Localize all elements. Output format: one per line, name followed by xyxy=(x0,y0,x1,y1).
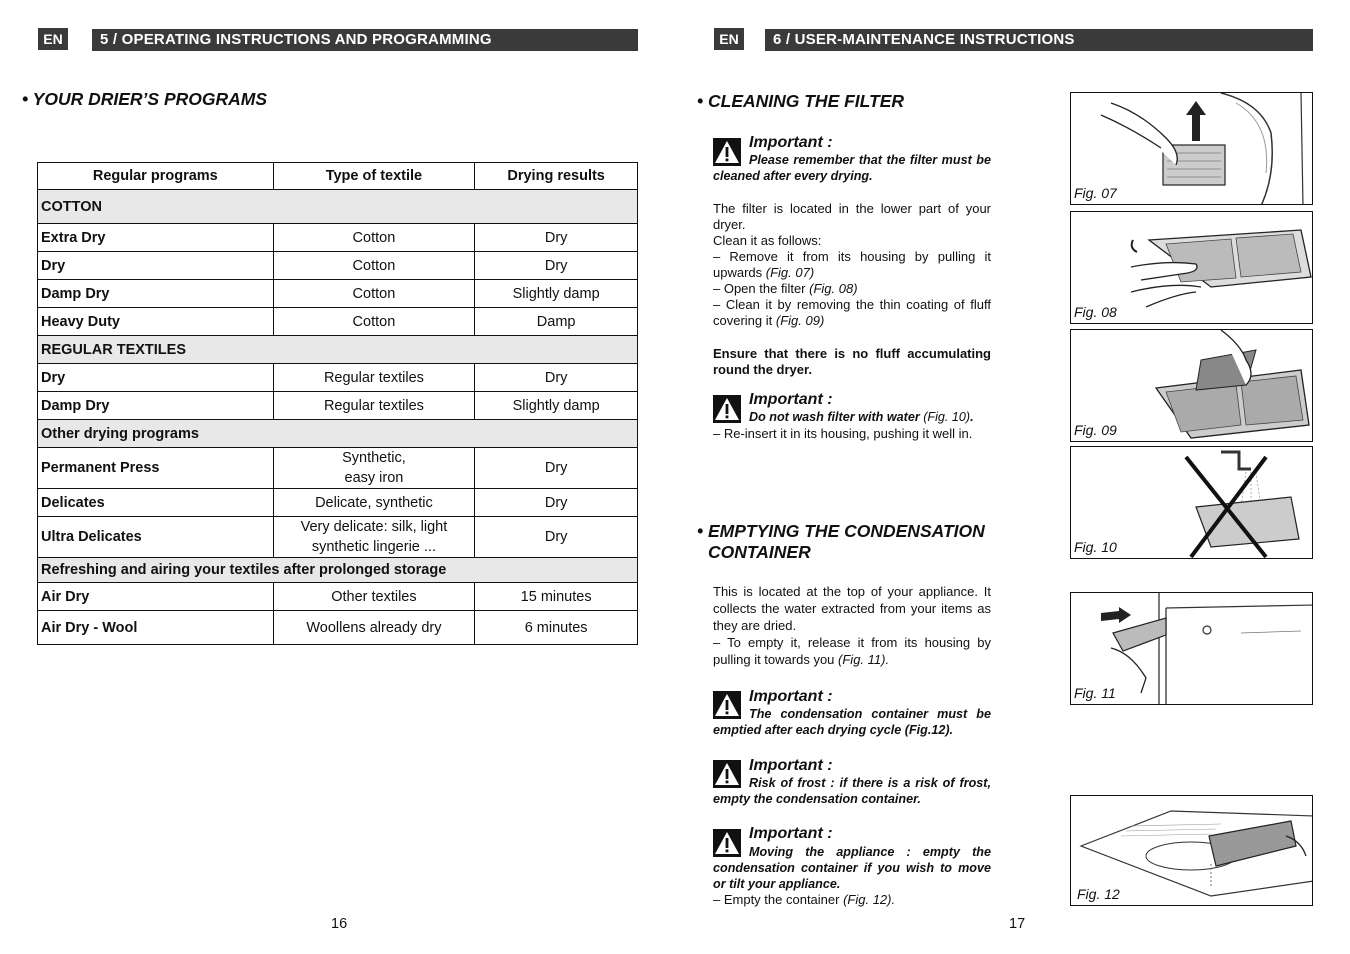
textile-cell xyxy=(273,517,475,558)
figure-label: Fig. 10 xyxy=(1074,539,1117,555)
container-heading xyxy=(697,521,985,563)
figure-label: Fig. 11 xyxy=(1074,685,1116,701)
program-cell: Air Dry - Wool xyxy=(38,611,274,645)
figure-ref: (Fig. 09) xyxy=(775,313,825,328)
important-title: Important : xyxy=(749,757,833,774)
result-cell: Dry xyxy=(475,489,638,517)
important-title: Important : xyxy=(749,391,833,408)
page-number: 16 xyxy=(331,916,348,932)
textile-line: easy iron xyxy=(344,470,404,486)
result-cell: Slightly damp xyxy=(475,280,638,308)
paragraph: This is located at the top of your appliance. It collects the water extracted from your items as they are dried. xyxy=(713,584,991,633)
result-cell: Slightly damp xyxy=(475,392,638,420)
program-cell: Heavy Duty xyxy=(38,308,274,336)
program-cell: Permanent Press xyxy=(38,448,274,489)
important-text: The condensation container must be emptied after each drying cycle (Fig.12). xyxy=(713,707,991,737)
table-row xyxy=(38,489,638,517)
step-text: – Clean it by removing the thin coating of fluff covering it xyxy=(713,297,991,328)
reinsert-step: – Re-insert it in its housing, pushing it well in. xyxy=(713,426,973,441)
warning-dot: . xyxy=(970,410,974,424)
program-cell: Dry xyxy=(38,364,274,392)
language-badge: EN xyxy=(714,28,744,50)
empty-step xyxy=(713,892,991,908)
warning-icon xyxy=(713,395,741,423)
section-row-cotton: COTTON xyxy=(38,190,638,224)
important-text: Risk of frost : if there is a risk of frost, empty the condensation container. xyxy=(713,776,991,806)
textile-cell xyxy=(273,448,475,489)
result-cell: 15 minutes xyxy=(475,583,638,611)
table-row xyxy=(38,448,638,489)
step-text: – Empty the container xyxy=(713,892,840,907)
textile-cell: Other textiles xyxy=(273,583,475,611)
figure-08 xyxy=(1070,211,1313,324)
programs-table xyxy=(37,162,638,645)
figure-ref: (Fig. 07) xyxy=(765,265,815,280)
ensure-note: Ensure that there is no fluff accumulating round the dryer. xyxy=(713,346,991,377)
important-text: Moving the appliance : empty the condensation container if you wish to move or tilt your appliance. xyxy=(713,845,991,891)
important-title: Important : xyxy=(749,825,833,842)
filter-heading: • CLEANING THE FILTER xyxy=(697,91,905,111)
result-cell: Dry xyxy=(475,252,638,280)
step-text: – Open the filter xyxy=(713,281,806,296)
table-row xyxy=(38,308,638,336)
result-cell: Dry xyxy=(475,448,638,489)
program-cell: Air Dry xyxy=(38,583,274,611)
figure-09 xyxy=(1070,329,1313,442)
figure-10 xyxy=(1070,446,1313,559)
program-cell: Delicates xyxy=(38,489,274,517)
textile-cell: Woollens already dry xyxy=(273,611,475,645)
language-badge: EN xyxy=(38,28,68,50)
section-row-regular: REGULAR TEXTILES xyxy=(38,336,638,364)
filter-instructions xyxy=(713,201,991,329)
important-title: Important : xyxy=(749,688,833,705)
textile-cell: Cotton xyxy=(273,252,475,280)
result-cell: 6 minutes xyxy=(475,611,638,645)
textile-cell: Delicate, synthetic xyxy=(273,489,475,517)
textile-cell: Cotton xyxy=(273,280,475,308)
heading-line: • EMPTYING THE CONDENSATION xyxy=(697,521,985,541)
important-text xyxy=(749,409,994,425)
warning-text: Do not wash filter with water xyxy=(749,410,920,424)
table-row xyxy=(38,280,638,308)
table-row xyxy=(38,252,638,280)
figure-ref: (Fig. 12). xyxy=(843,892,896,907)
heading-line: CONTAINER xyxy=(708,542,811,562)
container-instructions xyxy=(713,583,991,668)
page-number: 17 xyxy=(1009,916,1026,932)
program-cell: Damp Dry xyxy=(38,392,274,420)
table-row xyxy=(38,392,638,420)
step xyxy=(713,297,991,329)
result-cell: Dry xyxy=(475,364,638,392)
important-text: Please remember that the filter must be cleaned after every drying. xyxy=(713,153,991,183)
textile-cell: Cotton xyxy=(273,224,475,252)
section-row-refresh: Refreshing and airing your textiles after prolonged storage xyxy=(38,558,638,583)
figure-label: Fig. 07 xyxy=(1074,185,1117,201)
result-cell: Dry xyxy=(475,224,638,252)
program-cell: Ultra Delicates xyxy=(38,517,274,558)
textile-cell: Cotton xyxy=(273,308,475,336)
result-cell: Dry xyxy=(475,517,638,558)
figure-label: Fig. 12 xyxy=(1077,886,1120,902)
paragraph: The filter is located in the lower part of your dryer. xyxy=(713,201,991,232)
table-row xyxy=(38,224,638,252)
figure-11 xyxy=(1070,592,1313,705)
step xyxy=(713,634,991,668)
column-header: Type of textile xyxy=(273,163,475,190)
program-cell: Damp Dry xyxy=(38,280,274,308)
section-header: 6 / USER-MAINTENANCE INSTRUCTIONS xyxy=(765,29,1313,51)
figure-label: Fig. 09 xyxy=(1074,422,1117,438)
figure-ref: (Fig. 08) xyxy=(809,281,858,296)
figure-07 xyxy=(1070,92,1313,205)
program-cell: Dry xyxy=(38,252,274,280)
figure-ref: (Fig. 11). xyxy=(838,652,890,667)
figure-label: Fig. 08 xyxy=(1074,304,1117,320)
important-title: Important : xyxy=(749,134,833,151)
program-cell: Extra Dry xyxy=(38,224,274,252)
section-header: 5 / OPERATING INSTRUCTIONS AND PROGRAMMING xyxy=(92,29,638,51)
table-header-row xyxy=(38,163,638,190)
step-text: – To empty it, release it from its housing by pulling it towards you xyxy=(713,635,991,667)
column-header: Regular programs xyxy=(38,163,274,190)
result-cell: Damp xyxy=(475,308,638,336)
table-row xyxy=(38,364,638,392)
figure-12 xyxy=(1070,795,1313,906)
figure-ref: (Fig. 10) xyxy=(923,410,971,424)
column-header: Drying results xyxy=(475,163,638,190)
textile-cell: Regular textiles xyxy=(273,392,475,420)
table-row xyxy=(38,611,638,645)
section-row-other: Other drying programs xyxy=(38,420,638,448)
table-row xyxy=(38,517,638,558)
textile-cell: Regular textiles xyxy=(273,364,475,392)
table-row xyxy=(38,583,638,611)
paragraph: Clean it as follows: xyxy=(713,233,822,248)
step xyxy=(713,281,991,297)
textile-line: Very delicate: silk, light xyxy=(300,519,448,535)
step xyxy=(713,249,991,281)
textile-line: Synthetic, xyxy=(342,450,406,466)
textile-line: synthetic lingerie ... xyxy=(311,539,436,555)
step-text: – Remove it from its housing by pulling it upwards xyxy=(713,249,991,280)
programs-heading: • YOUR DRIER’S PROGRAMS xyxy=(22,89,267,109)
